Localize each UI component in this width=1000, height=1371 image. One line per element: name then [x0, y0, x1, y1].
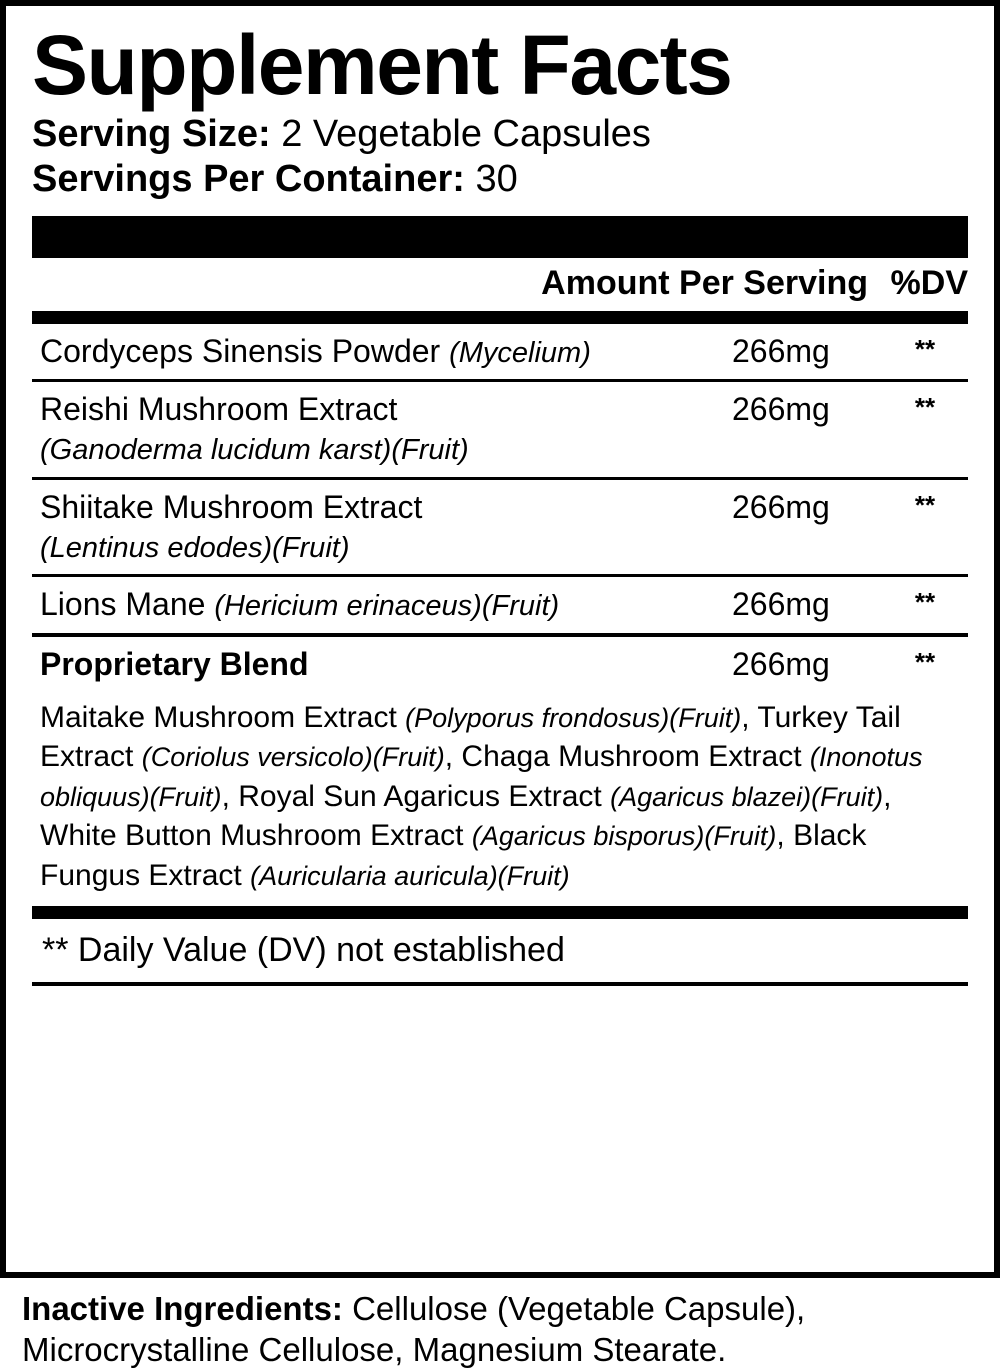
- servings-per-container-label: Servings Per Container:: [32, 158, 465, 201]
- divider-footnote: [32, 982, 968, 986]
- inactive-ingredients: [0, 1278, 1000, 1371]
- blend-amount: 266mg: [732, 645, 830, 682]
- ingredient-name: [32, 390, 732, 468]
- servings-per-container-line: [32, 157, 968, 202]
- ingredient-name-text: Cordyceps Sinensis Powder: [40, 332, 450, 369]
- daily-value-header: %DV: [890, 263, 968, 302]
- blend-dv: **: [914, 646, 936, 677]
- daily-value-footnote: ** Daily Value (DV) not established: [42, 930, 565, 969]
- ingredient-dv: **: [914, 587, 936, 618]
- ingredient-name: [32, 585, 732, 624]
- ingredient-amount: 266mg: [732, 332, 830, 369]
- ingredient-amount: 266mg: [732, 586, 830, 623]
- ingredient-name: [32, 488, 732, 566]
- serving-size-line: [32, 112, 968, 157]
- divider-medium: [32, 311, 968, 324]
- table-row: [32, 382, 968, 476]
- page-title: Supplement Facts: [32, 18, 732, 112]
- serving-size-label: Serving Size:: [32, 113, 271, 156]
- table-row: [32, 577, 968, 632]
- column-headers: [32, 258, 968, 311]
- ingredient-dv: **: [914, 489, 936, 520]
- ingredient-name-text: Reishi Mushroom Extract: [40, 391, 398, 428]
- inactive-ingredients-value: Cellulose (Vegetable Capsule), Microcrystalline Cellulose, Magnesium Stearate.: [22, 1290, 806, 1369]
- ingredient-source-text: (Lentinus edodes)(Fruit): [40, 531, 350, 564]
- ingredient-amount: 266mg: [732, 391, 830, 428]
- blend-part-source: (Coriolus versicolo)(Fruit): [141, 742, 445, 773]
- supplement-facts-body: [6, 6, 994, 986]
- table-row-proprietary-blend: [32, 637, 968, 692]
- blend-part: , Royal Sun Agaricus Extract: [221, 779, 611, 813]
- blend-part-source: (Inonotus obliquus)(Fruit): [40, 742, 923, 812]
- ingredient-dv: **: [914, 333, 936, 364]
- blend-part: , Turkey Tail Extract: [40, 700, 901, 774]
- ingredient-amount: 266mg: [732, 488, 830, 525]
- ingredient-dv: **: [914, 392, 936, 423]
- divider-thick-top: [32, 216, 968, 258]
- blend-part-source: (Polyporus frondosus)(Fruit): [405, 702, 742, 733]
- blend-part-source: (Agaricus blazei)(Fruit): [610, 781, 884, 812]
- blend-part: , Chaga Mushroom Extract: [444, 740, 810, 774]
- inactive-ingredients-label: Inactive Ingredients:: [22, 1290, 343, 1327]
- table-row: [32, 480, 968, 574]
- ingredient-source-text: (Mycelium): [449, 336, 591, 369]
- divider-medium-bottom: [32, 906, 968, 919]
- ingredient-name-text: Shiitake Mushroom Extract: [40, 488, 423, 525]
- ingredient-source-text: (Ganoderma lucidum karst)(Fruit): [40, 434, 469, 467]
- blend-part: , Black Fungus Extract: [40, 819, 867, 892]
- blend-name: Proprietary Blend: [40, 645, 309, 682]
- blend-part-source: (Agaricus bisporus)(Fruit): [471, 821, 777, 852]
- servings-per-container-value: 30: [475, 158, 518, 201]
- blend-ingredients-list: [32, 692, 968, 906]
- ingredient-name: [32, 332, 732, 371]
- blend-part: Maitake Mushroom Extract: [40, 700, 406, 734]
- serving-size-value: 2 Vegetable Capsules: [281, 113, 651, 156]
- ingredient-source-text: (Hericium erinaceus)(Fruit): [214, 590, 560, 623]
- amount-per-serving-header: Amount Per Serving: [541, 263, 868, 302]
- blend-part: , White Button Mushroom Extract: [40, 779, 892, 853]
- table-row: [32, 324, 968, 379]
- ingredient-name-text: Lions Mane: [40, 586, 215, 623]
- blend-part-source: (Auricularia auricula)(Fruit): [250, 860, 570, 891]
